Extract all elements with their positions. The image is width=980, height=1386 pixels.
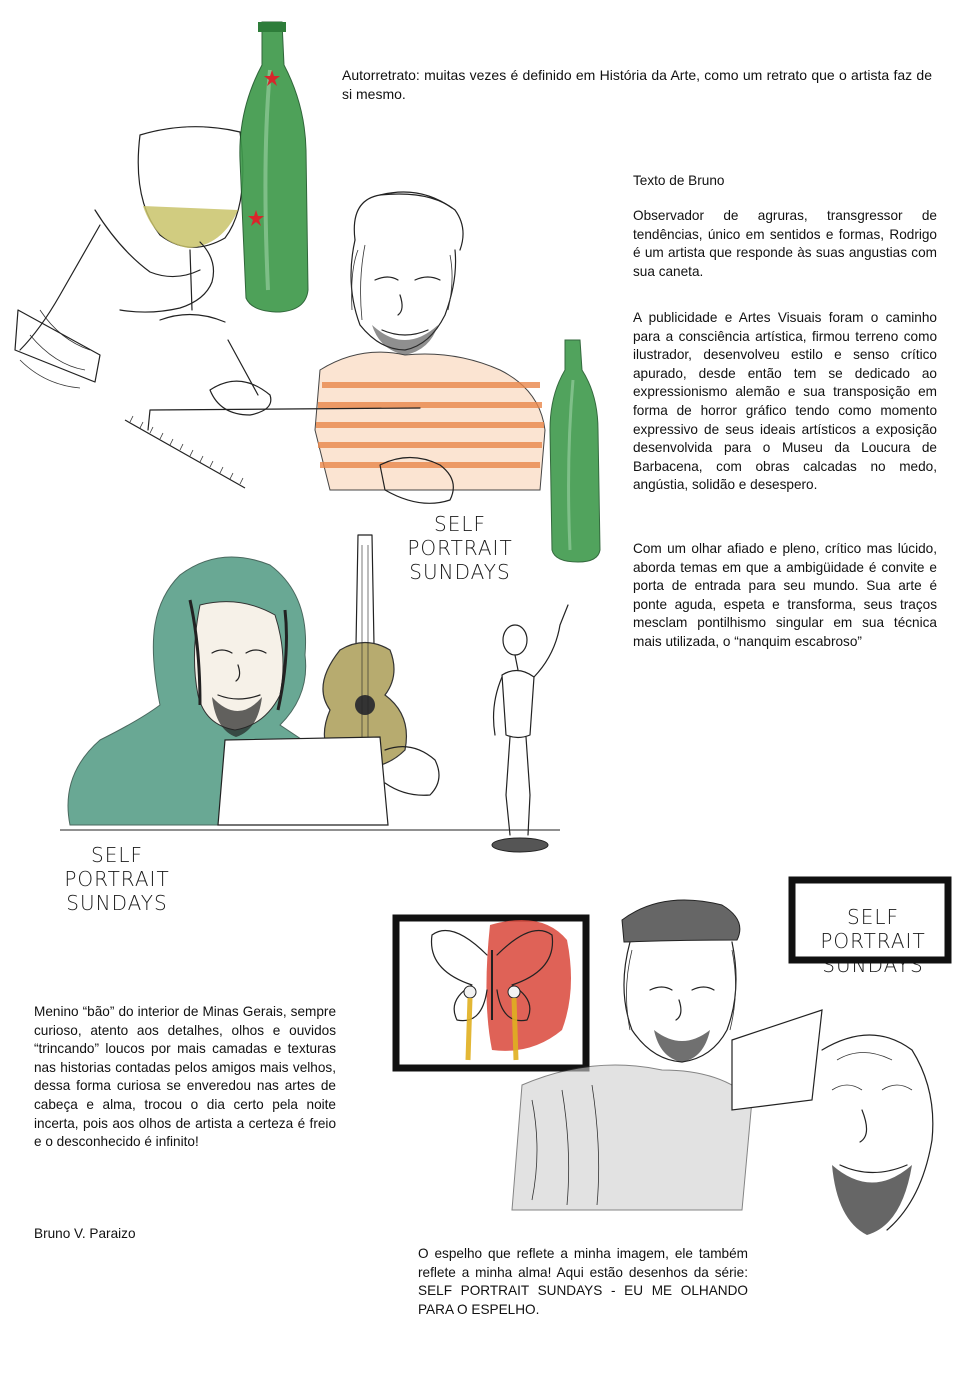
illustration-hoodie-portrait	[40, 525, 600, 885]
illustration-beer-portrait	[0, 10, 620, 510]
butterfly-frame	[396, 918, 586, 1068]
menino-text: Menino “bão” do interior de Minas Gerais, sempre curioso, atento aos detalhes, olhos e ouvidos “trincando” loucos por mais camadas e texturas nas historias contadas pelos amigos mais velhos, dessa forma curiosa se enveredou nas artes de cabeça e alma, trocou o dia certo pela noite incerta, pois aos olhos de artista a certeza é freio e o desconhecido é infinito!	[34, 1004, 336, 1150]
guitar-icon	[323, 535, 406, 768]
paragraph-1: Observador de agruras, transgressor de tendências, único em sentidos e formas, Rodrigo é um artista que responde às suas angustias com sua caneta.	[633, 208, 937, 279]
paragraph-3: Com um olhar afiado e pleno, crítico mas lúcido, aborda temas em que a ambigüidade é convite e porta de entrada para seu mundo. Sua arte é ponte aguda, espeta e transforma, seus traços mesclam pontilhismo singular em sua técnica mais utilizada, o “nanquim escabroso”	[633, 541, 937, 649]
mirror-text: O espelho que reflete a minha imagem, ele também reflete a minha alma! Aqui estão desenhos da série: SELF PORTRAIT SUNDAYS - EU ME OLHANDO PARA O ESPELHO.	[418, 1246, 748, 1317]
series-title-line1: SELF PORTRAIT	[820, 905, 926, 953]
series-title-line2: SUNDAYS	[66, 891, 168, 915]
wine-glass-icon	[138, 127, 243, 322]
series-title-line1: SELF PORTRAIT	[407, 512, 513, 560]
spiral-notebook-icon	[125, 416, 245, 488]
series-title-line2: SUNDAYS	[409, 560, 511, 584]
author-heading: Texto de Bruno	[633, 173, 725, 188]
signature: Bruno V. Paraizo	[34, 1226, 136, 1241]
series-title-line2: SUNDAYS	[822, 953, 924, 977]
closeup-face-portrait	[732, 1010, 933, 1235]
series-title-line1: SELF PORTRAIT	[64, 843, 170, 891]
bottle-icon	[240, 22, 308, 312]
paragraph-2: A publicidade e Artes Visuais foram o caminho para a consciência artística, firmou terreno como ilustrador, desenvolveu estilo e senso crítico apurado, desde então tem se dedicado ao expressionismo alemão e sua transposição em forma de horror gráfico tendo como momento expressivo de seus ideais artísticos a exposição desenvolvida para o Museu da Loucura de Barbacena, com obras calcadas no medo, angústia, solidão e desespero.	[633, 310, 937, 493]
intro-text: Autorretrato: muitas vezes é definido em História da Arte, como um retrato que o artista faz de si mesmo.	[342, 67, 932, 102]
illustration-mirror-portrait	[392, 880, 952, 1240]
mannequin-icon	[492, 605, 568, 852]
title-frame	[792, 880, 948, 960]
